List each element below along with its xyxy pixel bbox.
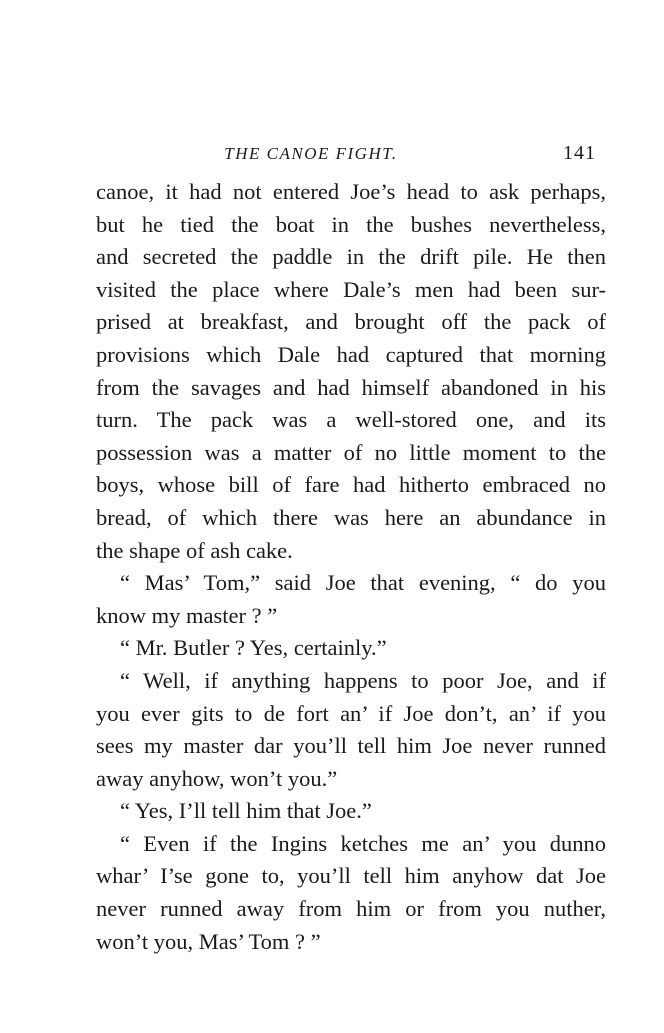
text-line: never runned away from him or from you nuther, (96, 896, 606, 922)
running-head (96, 140, 596, 170)
text-line: and secreted the paddle in the drift pile. He then (96, 244, 606, 270)
running-title: THE CANOE FIGHT. (224, 144, 398, 163)
text-line: won’t you, Mas’ Tom ? ” (96, 928, 321, 954)
text-line: bread, of which there was here an abundance in (96, 504, 606, 530)
page-number: 141 (563, 142, 596, 164)
text-line: “ Yes, I’ll tell him that Joe.” (120, 798, 372, 824)
text-line: possession was a matter of no little moment to the (96, 439, 606, 465)
text-line: the shape of ash cake. (96, 537, 293, 563)
text-line: know my master ? ” (96, 602, 278, 628)
text-line: “ Well, if anything happens to poor Joe, and if (120, 667, 606, 693)
text-line: “ Mas’ Tom,” said Joe that evening, “ do you (120, 570, 606, 596)
text-line: whar’ I’se gone to, you’ll tell him anyhow dat Joe (96, 863, 606, 889)
text-line: visited the place where Dale’s men had been sur- (96, 276, 606, 302)
text-line: “ Even if the Ingins ketches me an’ you dunno (120, 830, 606, 856)
text-line: but he tied the boat in the bushes nevertheless, (96, 211, 606, 237)
text-line: turn. The pack was a well-stored one, and its (96, 407, 606, 433)
text-line: away anyhow, won’t you.” (96, 765, 338, 791)
text-line: prised at breakfast, and brought off the pack of (96, 309, 606, 335)
text-line: canoe, it had not entered Joe’s head to ask perhaps, (96, 179, 606, 204)
text-line: you ever gits to de fort an’ if Joe don’t, an’ if you (96, 700, 606, 726)
text-line: sees my master dar you’ll tell him Joe never runned (96, 733, 606, 759)
text-line: boys, whose bill of fare had hitherto embraced no (96, 472, 606, 498)
body-text (96, 176, 606, 958)
text-line: “ Mr. Butler ? Yes, certainly.” (120, 635, 387, 661)
text-line: provisions which Dale had captured that morning (96, 341, 606, 367)
text-line: from the savages and had himself abandoned in his (96, 374, 606, 400)
